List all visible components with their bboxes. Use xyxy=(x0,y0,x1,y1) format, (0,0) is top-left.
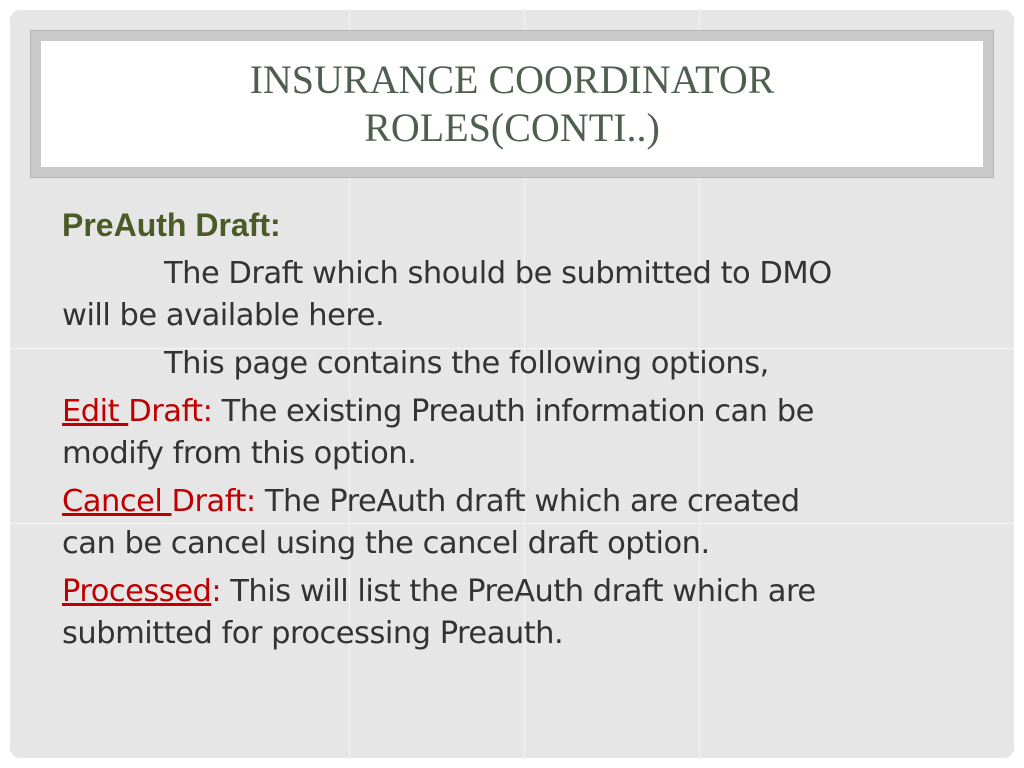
slide xyxy=(10,10,1014,758)
option-edit-draft xyxy=(62,391,942,475)
section-heading: PreAuth Draft: xyxy=(62,207,281,243)
edit-draft-description-1: The existing Preauth information can be xyxy=(212,394,814,429)
processed-description-1: This will list the PreAuth draft which are xyxy=(221,574,816,609)
title-line-2: ROLES(CONTI..) xyxy=(364,105,660,150)
cancel-draft-link[interactable]: Cancel xyxy=(62,484,172,519)
intro-paragraph xyxy=(62,253,942,337)
body-content xyxy=(62,205,942,655)
processed-description-2: submitted for processing Preauth. xyxy=(62,616,564,651)
title-panel xyxy=(41,41,983,167)
processed-link[interactable]: Processed xyxy=(62,574,212,609)
cancel-draft-description-1: The PreAuth draft which are created xyxy=(255,484,800,519)
option-processed xyxy=(62,571,942,655)
title-line-1: INSURANCE COORDINATOR xyxy=(249,57,775,102)
options-intro xyxy=(62,343,942,385)
edit-draft-label-suffix: Draft: xyxy=(128,394,213,429)
intro-line-1: The Draft which should be submitted to DMO xyxy=(164,256,832,291)
cancel-draft-description-2: can be cancel using the cancel draft option. xyxy=(62,526,710,561)
option-cancel-draft xyxy=(62,481,942,565)
processed-label-suffix: : xyxy=(211,574,222,609)
options-intro-text: This page contains the following options, xyxy=(164,346,769,381)
intro-line-2: will be available here. xyxy=(62,298,385,333)
page-title xyxy=(250,56,775,152)
edit-draft-link[interactable]: Edit xyxy=(62,394,129,429)
cancel-draft-label-suffix: Draft: xyxy=(171,484,256,519)
edit-draft-description-2: modify from this option. xyxy=(62,436,417,471)
title-frame xyxy=(30,30,994,178)
